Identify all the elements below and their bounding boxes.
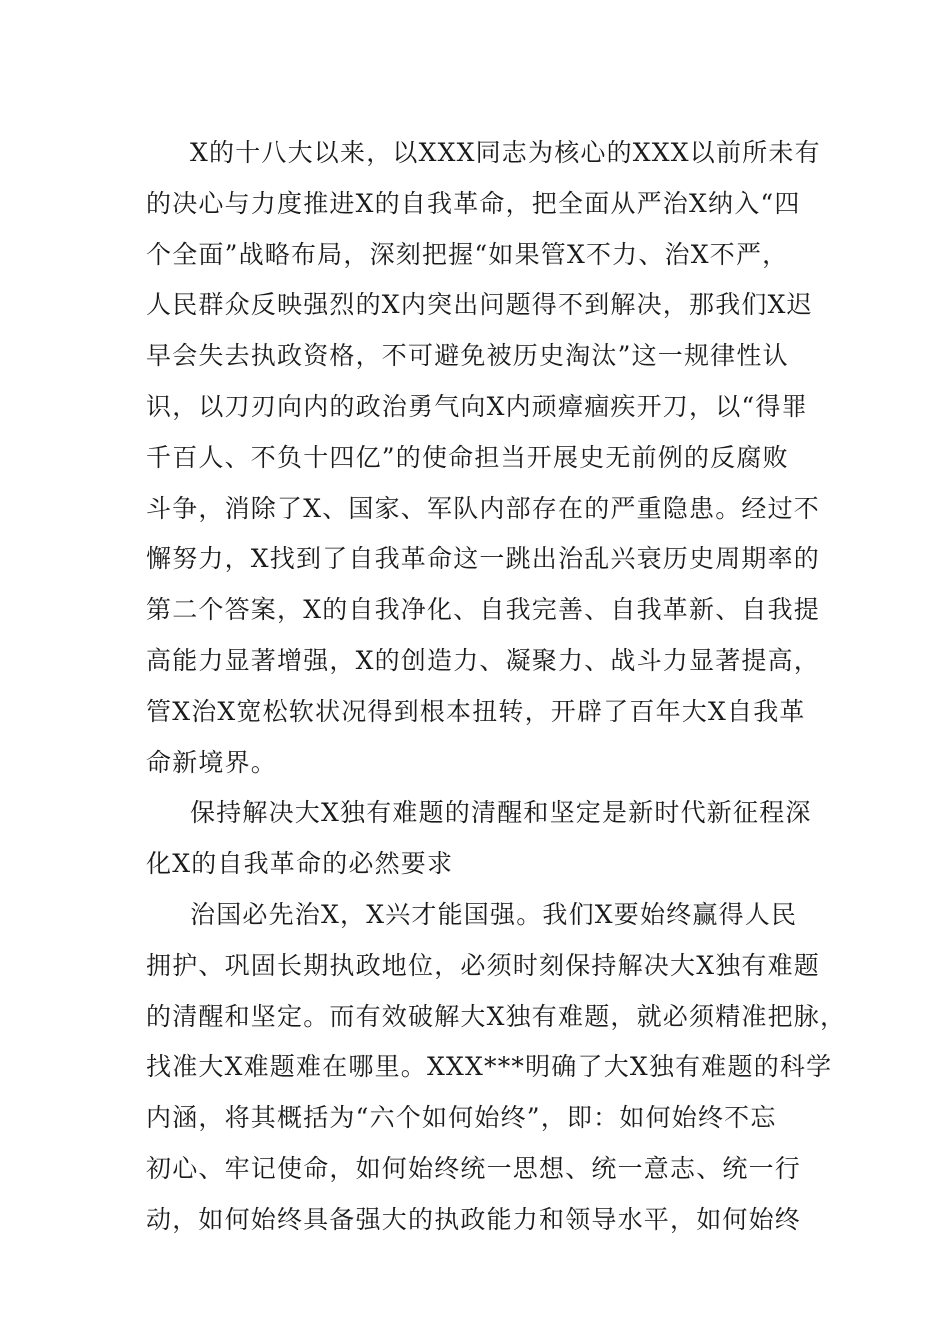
paragraph-3 bbox=[146, 890, 847, 1246]
document-body bbox=[146, 128, 847, 1246]
paragraph-line: 初心、牢记使命，如何始终统一思想、统一意志、统一行 bbox=[146, 1153, 802, 1183]
paragraph-line: 的清醒和坚定。而有效破解大X独有难题，就必须精准把脉， bbox=[146, 1001, 847, 1031]
section-heading bbox=[146, 788, 814, 890]
paragraph-line: 内涵，将其概括为“六个如何始终”，即：如何始终不忘 bbox=[146, 1103, 777, 1133]
paragraph-line: 动，如何始终具备强大的执政能力和领导水平，如何始终 bbox=[146, 1204, 802, 1234]
paragraph-line: 第二个答案，X的自我净化、自我完善、自我革新、自我提 bbox=[146, 595, 821, 625]
heading-line: 保持解决大X独有难题的清醒和坚定是新时代新征程深 bbox=[190, 798, 812, 828]
paragraph-line: 懈努力，X找到了自我革命这一跳出治乱兴衰历史周期率的 bbox=[146, 544, 821, 574]
paragraph-line: 斗争，消除了X、国家、军队内部存在的严重隐患。经过不 bbox=[146, 493, 821, 523]
paragraph-line: 的决心与力度推进X的自我革命，把全面从严治X纳入“四 bbox=[146, 188, 801, 218]
paragraph-line: 人民群众反映强烈的X内突出问题得不到解决，那我们X迟 bbox=[146, 290, 813, 320]
paragraph-line: 识，以刀刃向内的政治勇气向X内顽瘴痼疾开刀，以“得罪 bbox=[146, 391, 808, 421]
paragraph-line: 个全面”战略布局，深刻把握“如果管X不力、治X不严， bbox=[146, 239, 789, 269]
paragraph-line: 管X治X宽松软状况得到根本扭转，开辟了百年大X自我革 bbox=[146, 696, 806, 726]
paragraph-line: 命新境界。 bbox=[146, 747, 278, 777]
paragraph-1 bbox=[146, 128, 821, 788]
paragraph-line: 千百人、不负十四亿”的使命担当开展史无前例的反腐败 bbox=[146, 442, 789, 472]
paragraph-line: X的十八大以来，以XXX同志为核心的XXX以前所未有 bbox=[190, 138, 821, 167]
paragraph-line: 高能力显著增强，X的创造力、凝聚力、战斗力显著提高， bbox=[146, 645, 821, 675]
heading-line: 化X的自我革命的必然要求 bbox=[146, 849, 454, 879]
paragraph-line: 拥护、巩固长期执政地位，必须时刻保持解决大X独有难题 bbox=[146, 950, 821, 980]
paragraph-line: 治国必先治X，X兴才能国强。我们X要始终赢得人民 bbox=[190, 899, 798, 929]
paragraph-line: 早会失去执政资格，不可避免被历史淘汰”这一规律性认 bbox=[146, 341, 789, 371]
paragraph-line: 找准大X难题难在哪里。XXX***明确了大X独有难题的科学 bbox=[146, 1052, 833, 1082]
